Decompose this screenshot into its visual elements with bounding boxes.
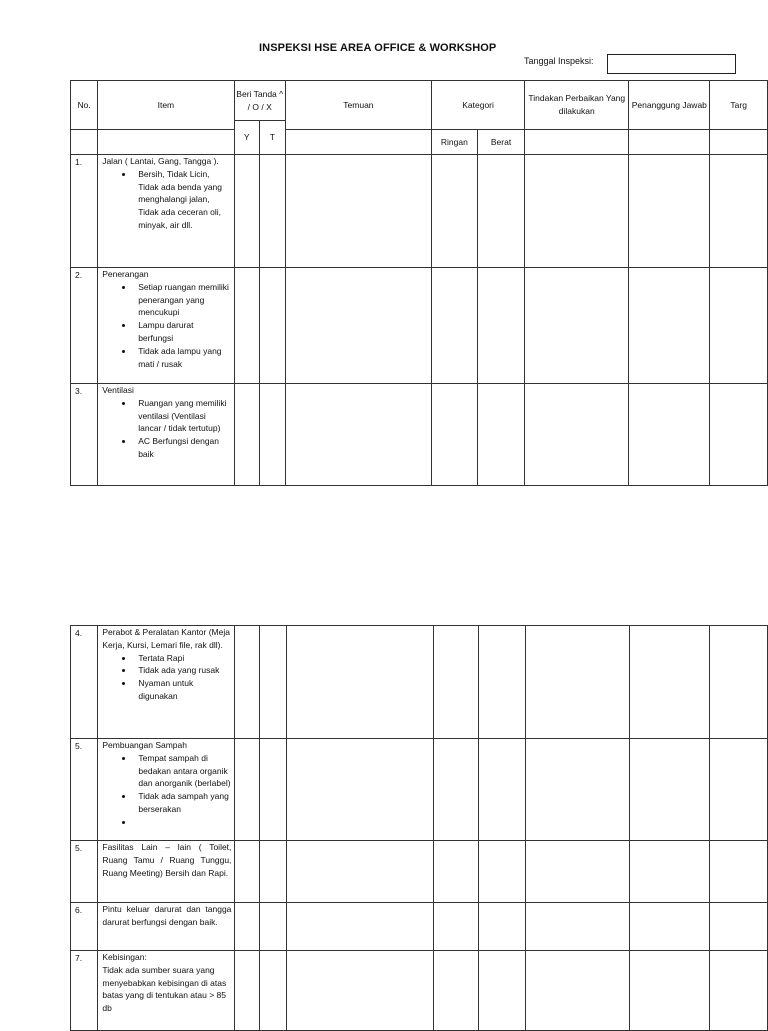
check-t-cell[interactable] (259, 268, 285, 384)
berat-cell[interactable] (477, 155, 524, 268)
check-y-cell[interactable] (235, 841, 260, 903)
ringan-cell[interactable] (433, 626, 478, 739)
inspection-table-page-1 (70, 80, 768, 486)
header-target: Targ (710, 81, 768, 130)
header-t: T (259, 121, 285, 155)
inspection-date-label: Tanggal Inspeksi: (524, 56, 594, 66)
penanggung-cell[interactable] (630, 626, 710, 739)
table-row: 5. Pembuangan Sampah Tempat sampah di bedakan antara organik dan anorganik (berlabel) Tidak ada sampah yang berserakan (71, 739, 768, 841)
item-title: Pembuangan Sampah (102, 740, 187, 750)
item-title: Kebisingan: (102, 952, 147, 962)
item-title: Perabot & Peralatan Kantor (Meja Kerja, Kursi, Lemari file, rak dll). (102, 627, 230, 650)
header-item: Item (98, 81, 234, 130)
page-title: INSPEKSI HSE AREA OFFICE & WORKSHOP (259, 42, 497, 54)
target-cell[interactable] (710, 841, 768, 903)
ringan-cell[interactable] (431, 384, 477, 486)
check-t-cell[interactable] (260, 626, 286, 739)
berat-cell[interactable] (479, 739, 526, 841)
penanggung-cell[interactable] (629, 155, 710, 268)
item-title: Penerangan (102, 269, 149, 279)
temuan-cell[interactable] (286, 903, 433, 951)
header-ringan: Ringan (431, 130, 477, 155)
item-title: Pintu keluar darurat dan tangga darurat berfungsi dengan baik. (102, 904, 232, 927)
tindakan-cell[interactable] (525, 384, 629, 486)
list-item: Bersih, Tidak Licin, Tidak ada benda yang menghalangi jalan, Tidak ada ceceran oli, minyak, air dll. (122, 168, 230, 232)
temuan-cell[interactable] (285, 384, 431, 486)
list-item: Tidak ada lampu yang mati / rusak (122, 345, 230, 371)
berat-cell[interactable] (479, 951, 526, 1031)
table-row: 6. Pintu keluar darurat dan tangga darurat berfungsi dengan baik. (71, 903, 768, 951)
berat-cell[interactable] (479, 626, 526, 739)
item-title: Jalan ( Lantai, Gang, Tangga ). (102, 156, 219, 166)
target-cell[interactable] (710, 626, 768, 739)
tindakan-cell[interactable] (525, 268, 629, 384)
header-no: No. (71, 81, 98, 130)
table-row: 2. Penerangan Setiap ruangan memiliki penerangan yang mencukupi Lampu darurat berfungsi Tidak ada lampu yang mati / rusak (71, 268, 768, 384)
item-description: Tidak ada sumber suara yang menyebabkan kebisingan di atas batas yang di tentukan atau > 85 db (102, 964, 227, 1014)
check-t-cell[interactable] (259, 384, 285, 486)
header-beri-tanda: Beri Tanda ^ / O / X (234, 81, 285, 121)
inspection-date-field[interactable] (607, 54, 736, 74)
target-cell[interactable] (710, 903, 768, 951)
tindakan-cell[interactable] (526, 626, 630, 739)
check-t-cell[interactable] (260, 951, 286, 1031)
table-row: 5. Fasilitas Lain – lain ( Toilet, Ruang Tamu / Ruang Tunggu, Ruang Meeting) Bersih dan Rapi. (71, 841, 768, 903)
ringan-cell[interactable] (431, 155, 477, 268)
temuan-cell[interactable] (286, 626, 433, 739)
tindakan-cell[interactable] (526, 841, 630, 903)
check-y-cell[interactable] (235, 626, 260, 739)
target-cell[interactable] (710, 268, 768, 384)
ringan-cell[interactable] (431, 268, 477, 384)
berat-cell[interactable] (477, 384, 524, 486)
penanggung-cell[interactable] (630, 951, 710, 1031)
check-y-cell[interactable] (235, 739, 260, 841)
table-row: 1. Jalan ( Lantai, Gang, Tangga ). Bersih, Tidak Licin, Tidak ada benda yang menghalangi jalan, Tidak ada ceceran oli, minyak, air dll. (71, 155, 768, 268)
tindakan-cell[interactable] (526, 951, 630, 1031)
berat-cell[interactable] (477, 268, 524, 384)
check-y-cell[interactable] (234, 384, 259, 486)
item-title: Fasilitas Lain – lain ( Toilet, Ruang Tamu / Ruang Tunggu, Ruang Meeting) Bersih dan Rapi. (102, 842, 232, 878)
table-row: 3. Ventilasi Ruangan yang memiliki ventilasi (Ventilasi lancar / tidak tertutup) AC Berfungsi dengan baik (71, 384, 768, 486)
check-t-cell[interactable] (260, 903, 286, 951)
check-y-cell[interactable] (235, 951, 260, 1031)
item-title: Ventilasi (102, 385, 134, 395)
target-cell[interactable] (710, 155, 768, 268)
list-item: Setiap ruangan memiliki penerangan yang mencukupi (122, 281, 230, 319)
temuan-cell[interactable] (286, 739, 433, 841)
tindakan-cell[interactable] (526, 739, 630, 841)
list-item: Tidak ada yang rusak (122, 664, 231, 677)
penanggung-cell[interactable] (630, 841, 710, 903)
ringan-cell[interactable] (433, 739, 478, 841)
ringan-cell[interactable] (433, 903, 478, 951)
penanggung-cell[interactable] (629, 384, 710, 486)
penanggung-cell[interactable] (630, 903, 710, 951)
list-item: Ruangan yang memiliki ventilasi (Ventilasi lancar / tidak tertutup) (122, 397, 230, 435)
tindakan-cell[interactable] (526, 903, 630, 951)
list-item: Nyaman untuk digunakan (122, 677, 231, 703)
check-y-cell[interactable] (234, 268, 259, 384)
list-item: Tertata Rapi (122, 652, 231, 665)
list-item: Lampu darurat berfungsi (122, 319, 230, 345)
target-cell[interactable] (710, 384, 768, 486)
tindakan-cell[interactable] (525, 155, 629, 268)
list-item: AC Berfungsi dengan baik (122, 435, 230, 461)
ringan-cell[interactable] (433, 951, 478, 1031)
temuan-cell[interactable] (285, 268, 431, 384)
list-item: Tidak ada sampah yang berserakan (122, 790, 231, 816)
temuan-cell[interactable] (286, 841, 433, 903)
ringan-cell[interactable] (433, 841, 478, 903)
penanggung-cell[interactable] (630, 739, 710, 841)
berat-cell[interactable] (479, 841, 526, 903)
inspection-table-page-2 (70, 625, 768, 1031)
temuan-cell[interactable] (286, 951, 433, 1031)
header-y: Y (234, 121, 259, 155)
check-y-cell[interactable] (235, 903, 260, 951)
header-kategori: Kategori (431, 81, 524, 130)
temuan-cell[interactable] (285, 155, 431, 268)
table-row: 7. Kebisingan: Tidak ada sumber suara yang menyebabkan kebisingan di atas batas yang di tentukan atau > 85 db (71, 951, 768, 1031)
header-tindakan: Tindakan Perbaikan Yang dilakukan (525, 81, 629, 130)
target-cell[interactable] (710, 739, 768, 841)
header-penanggung-jawab: Penanggung Jawab (629, 81, 710, 130)
target-cell[interactable] (710, 951, 768, 1031)
berat-cell[interactable] (479, 903, 526, 951)
check-t-cell[interactable] (259, 155, 285, 268)
list-item (122, 816, 231, 829)
table-row: 4. Perabot & Peralatan Kantor (Meja Kerja, Kursi, Lemari file, rak dll). Tertata Rapi Tidak ada yang rusak Nyaman untuk digunakan (71, 626, 768, 739)
list-item: Tempat sampah di bedakan antara organik dan anorganik (berlabel) (122, 752, 231, 790)
check-y-cell[interactable] (234, 155, 259, 268)
penanggung-cell[interactable] (629, 268, 710, 384)
header-berat: Berat (477, 130, 524, 155)
check-t-cell[interactable] (260, 739, 286, 841)
header-temuan: Temuan (285, 81, 431, 130)
check-t-cell[interactable] (260, 841, 286, 903)
